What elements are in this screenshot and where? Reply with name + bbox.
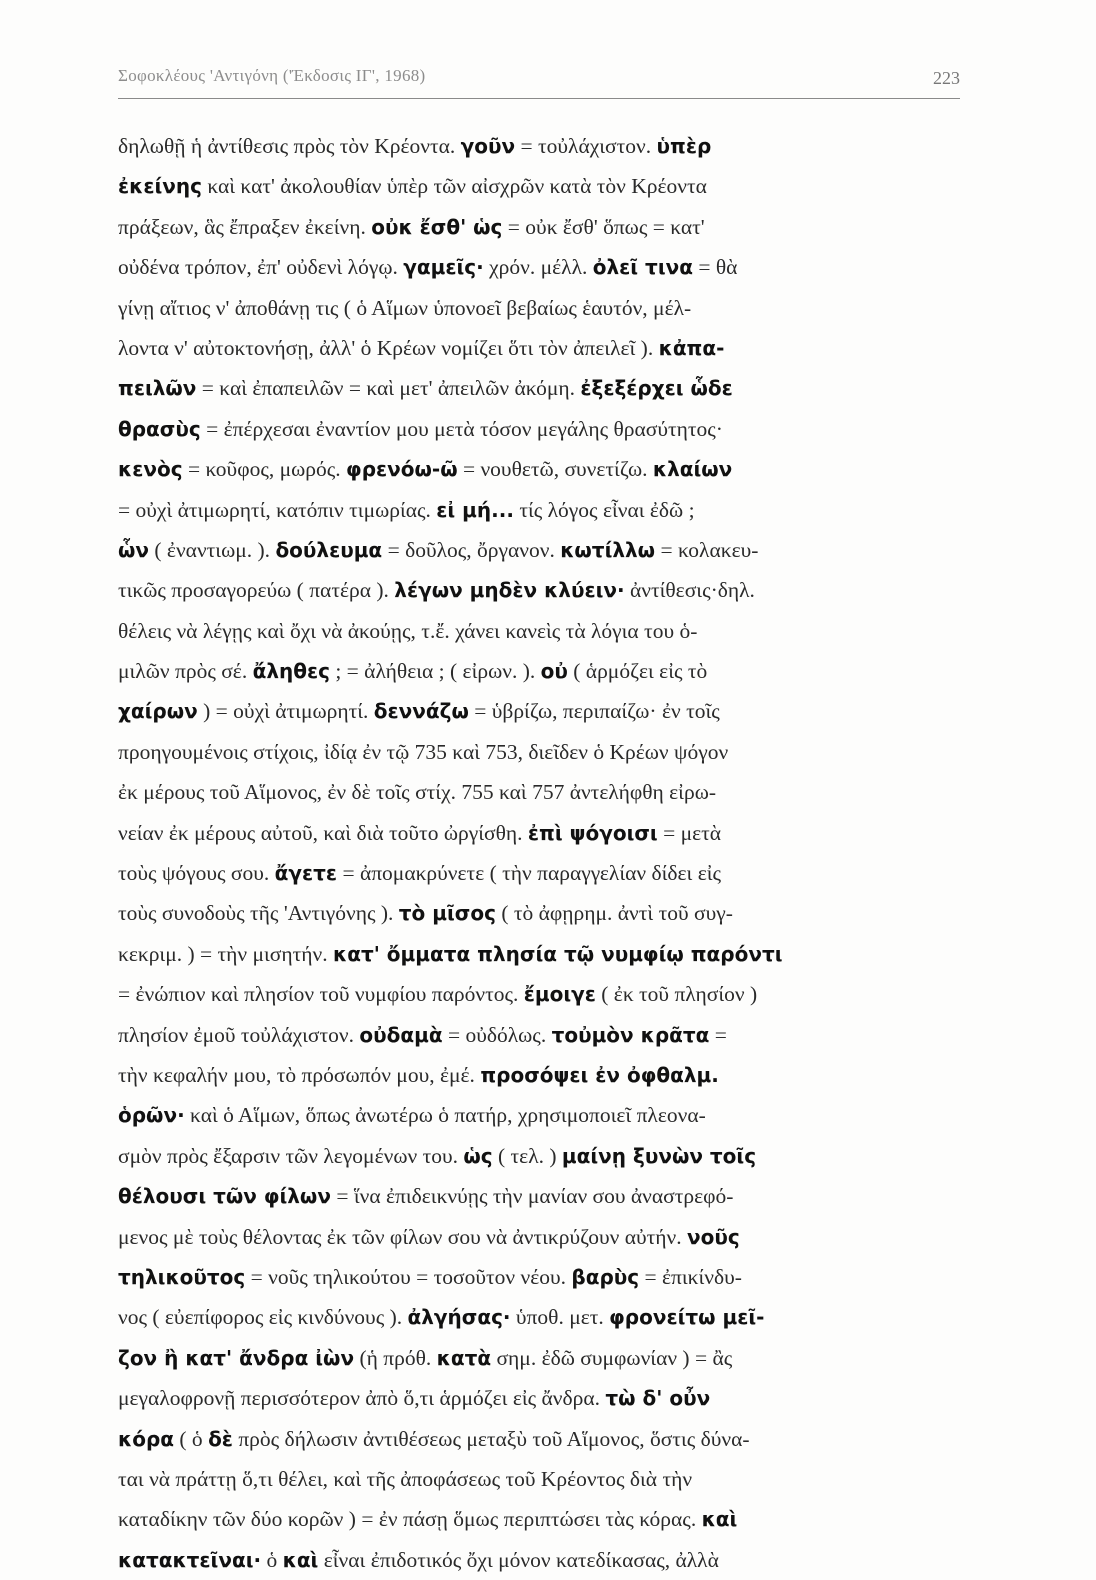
lemma: κενὸς — [118, 457, 183, 482]
gloss: σμὸν πρὸς ἔξαρσιν τῶν λεγομένων του. — [118, 1143, 464, 1168]
gloss: ἐκ μέρους τοῦ Αἵμονος, ἐν δὲ τοῖς στίχ. 755 καὶ 757 ἀντελήφθη εἰρω- — [118, 780, 717, 805]
gloss: κεκριμ. ) = τὴν μισητήν. — [118, 941, 333, 966]
gloss: ὑποθ. μετ. — [510, 1305, 610, 1330]
lemma: κατακτεῖναι· — [118, 1547, 262, 1572]
lemma: οὐ — [540, 659, 568, 684]
lemma: τὸ μῖσος — [398, 901, 496, 926]
lemma: τοὐμὸν κρᾶτα — [551, 1022, 710, 1047]
lemma: ἄληθες — [252, 659, 330, 684]
lemma: προσόψει ἐν ὀφθαλμ. — [480, 1062, 719, 1087]
text-line — [118, 1136, 966, 1176]
gloss: πλησίον ἐμοῦ τοὐλάχιστον. — [118, 1022, 360, 1047]
text-line — [118, 1540, 966, 1580]
gloss: = νουθετῶ, συνετίζω. — [457, 457, 653, 482]
gloss: προηγουμένοις στίχοις, ἰδίᾳ ἐν τῷ 735 καὶ 753, διεῖδεν ὁ Κρέων ψόγον — [118, 739, 729, 764]
text-line — [118, 409, 966, 449]
running-title: Σοφοκλέους 'Αντιγόνη ('Έκδοσις ΙΓ', 1968) — [118, 66, 426, 85]
lemma: θρασὺς — [118, 416, 201, 441]
gloss: καταδίκην τῶν δύο κορῶν ) = ἐν πάσῃ ὅμως περιπτώσει τὰς κόρας. — [118, 1507, 702, 1532]
lemma: ὧν — [118, 537, 150, 562]
lemma: ζον ἢ κατ' ἄνδρα ἰὼν — [118, 1345, 355, 1370]
gloss: μιλῶν πρὸς σέ. — [118, 659, 253, 684]
text-line — [118, 1217, 966, 1257]
lemma: κατ' ὄμματα πλησία τῷ νυμφίῳ παρόντι — [333, 941, 783, 966]
gloss: ( ἐκ τοῦ πλησίον ) — [595, 982, 758, 1007]
lemma: καὶ — [282, 1547, 319, 1572]
gloss: γίνῃ αἴτιος ν' ἀποθάνῃ τις ( ὁ Αἵμων ὑπονοεῖ βεβαίως ἑαυτόν, μέλ- — [118, 295, 692, 320]
text-line — [118, 328, 966, 368]
text-line — [118, 651, 966, 691]
lemma: ὀλεῖ τινα — [592, 255, 693, 280]
lemma: ἐπὶ ψόγοισι — [527, 820, 658, 845]
lemma: ἄγετε — [274, 861, 338, 886]
lemma: ὡς — [463, 1143, 493, 1168]
gloss: ὁ — [261, 1547, 283, 1572]
gloss: = τοὐλάχιστον. — [515, 134, 657, 158]
gloss: (ἡ πρόθ. — [354, 1345, 437, 1370]
gloss: νος ( εὐεπίφορος εἰς κινδύνους ). — [118, 1305, 408, 1330]
lemma: κατὰ — [436, 1345, 492, 1370]
text-line — [118, 732, 966, 772]
text-line — [118, 1499, 966, 1539]
text-line — [118, 530, 966, 570]
gloss: ται νὰ πράττῃ ὅ,τι θέλει, καὶ τῆς ἀποφάσεως τοῦ Κρέοντος διὰ τὴν — [118, 1466, 693, 1491]
page-number: 223 — [933, 68, 960, 88]
lemma: τὼ δ' οὖν — [605, 1386, 711, 1411]
gloss: ἀντίθεσις·δηλ. — [624, 578, 755, 603]
gloss: νείαν ἐκ μέρους αὐτοῦ, καὶ διὰ τοῦτο ὠργίσθη. — [118, 820, 528, 845]
gloss: = δοῦλος, ὄργανον. — [382, 537, 561, 562]
lemma: μαίνῃ ξυνὼν τοῖς — [561, 1143, 757, 1168]
text-line — [118, 1378, 966, 1418]
gloss: = οὐδόλως. — [442, 1022, 552, 1047]
text-line — [118, 691, 966, 731]
lemma: κόρα — [118, 1426, 175, 1451]
text-line — [118, 570, 966, 610]
gloss: εἶναι ἐπιδοτικός ὄχι μόνον κατεδίκασας, ἀλλὰ — [318, 1547, 719, 1572]
text-line — [118, 1176, 966, 1216]
gloss: καὶ κατ' ἀκολουθίαν ὑπὲρ τῶν αἰσχρῶν κατὰ τὸν Κρέοντα — [201, 174, 707, 199]
lemma: φρενόω-ῶ — [346, 457, 458, 482]
text-line — [118, 1419, 966, 1459]
gloss: τίς λόγος εἶναι ἐδῶ ; — [513, 497, 695, 522]
lemma: κλαίων — [652, 457, 733, 482]
gloss: τικῶς προσαγορεύω ( πατέρα ). — [118, 578, 395, 603]
gloss: = ἐπέρχεσαι ἐναντίον μου μετὰ τόσον μεγάλης θρασύτητος· — [200, 416, 723, 441]
text-line — [118, 1095, 966, 1135]
gloss: ( ὁ — [174, 1426, 209, 1451]
gloss: τοὺς ψόγους σου. — [118, 861, 275, 886]
gloss: ( ἐναντιωμ. ). — [149, 537, 276, 562]
text-line — [118, 1257, 966, 1297]
text-line — [118, 288, 966, 328]
gloss: = — [709, 1022, 727, 1047]
text-line — [118, 449, 966, 489]
gloss: δηλωθῇ ἡ ἀντίθεσις πρὸς τὸν Κρέοντα. — [118, 134, 461, 158]
gloss: οὐδένα τρόπον, ἐπ' οὐδενὶ λόγῳ. — [118, 255, 404, 280]
lemma: κωτίλλω — [560, 537, 656, 562]
gloss: = καὶ ἐπαπειλῶν = καὶ μετ' ἀπειλῶν ἀκόμη. — [196, 376, 581, 401]
lemma: πειλῶν — [118, 376, 197, 401]
gloss: μεγαλοφρονῇ περισσότερον ἀπὸ ὅ,τι ἁρμόζει εἰς ἄνδρα. — [118, 1386, 606, 1411]
lemma: ἀλγήσας· — [407, 1305, 511, 1330]
lemma: κἀπα- — [658, 335, 725, 360]
gloss: μενος μὲ τοὺς θέλοντας ἐκ τῶν φίλων σου νὰ ἀντικρύζουν αὐτήν. — [118, 1224, 687, 1249]
gloss: = οὐκ ἔσθ' ὅπως = κατ' — [502, 214, 705, 239]
text-line — [118, 1338, 966, 1378]
gloss: = ἀπομακρύνετε ( τὴν παραγγελίαν δίδει εἰς — [337, 861, 722, 886]
gloss: = ἐπικίνδυ- — [639, 1264, 742, 1289]
gloss: ; = ἀλήθεια ; ( εἰρων. ). — [329, 659, 541, 684]
lemma: ἐξεξέρχει ὧδε — [580, 376, 733, 401]
lemma: νοῦς — [686, 1224, 740, 1249]
gloss: = κολακευ- — [655, 537, 759, 562]
lemma: τηλικοῦτος — [118, 1264, 246, 1289]
gloss: = κοῦφος, μωρός. — [182, 457, 347, 482]
text-line — [118, 490, 966, 530]
gloss: = οὐχὶ ἀτιμωρητί, κατόπιν τιμωρίας. — [118, 497, 437, 522]
gloss: = ὑβρίζω, περιπαίζω· ἐν τοῖς — [468, 699, 720, 724]
lemma: ὁρῶν· — [118, 1103, 185, 1128]
lemma: οὐδαμὰ — [359, 1022, 443, 1047]
gloss: ( τὸ ἀφῃρημ. ἀντὶ τοῦ συγ- — [495, 901, 733, 926]
gloss: ( τελ. ) — [492, 1143, 562, 1168]
gloss: = ἐνώπιον καὶ πλησίον τοῦ νυμφίου παρόντος. — [118, 982, 524, 1007]
lemma: δούλευμα — [275, 537, 383, 562]
text-line — [118, 893, 966, 933]
running-head — [118, 62, 960, 99]
gloss: = θὰ — [692, 255, 738, 280]
text-line — [118, 934, 966, 974]
text-line — [118, 1459, 966, 1499]
gloss: = νοῦς τηλικούτου = τοσοῦτον νέου. — [245, 1264, 572, 1289]
lemma: οὐκ ἔσθ' ὡς — [371, 214, 503, 239]
text-line — [118, 772, 966, 812]
lemma: γοῦν — [460, 134, 516, 158]
lemma: δὲ — [208, 1426, 233, 1451]
text-line — [118, 813, 966, 853]
text-line — [118, 611, 966, 651]
lemma: δεννάζω — [373, 699, 469, 724]
text-line — [118, 974, 966, 1014]
lemma: λέγων μηδὲν κλύειν· — [394, 578, 625, 603]
lemma: ὑπὲρ — [656, 134, 712, 158]
lemma: χαίρων — [118, 699, 198, 724]
gloss: = ἵνα ἐπιδεικνύῃς τὴν μανίαν σου ἀναστρεφό- — [330, 1184, 734, 1209]
gloss: πρὸς δήλωσιν ἀντιθέσεως μεταξὺ τοῦ Αἵμονος, ὅστις δύνα- — [232, 1426, 750, 1451]
gloss: τοὺς συνοδοὺς τῆς 'Αντιγόνης ). — [118, 901, 399, 926]
gloss: ) = οὐχὶ ἀτιμωρητί. — [197, 699, 374, 724]
gloss: τὴν κεφαλήν μου, τὸ πρόσωπόν μου, ἐμέ. — [118, 1062, 481, 1087]
lemma: καὶ — [701, 1507, 738, 1532]
lemma: θέλουσι τῶν φίλων — [118, 1184, 331, 1209]
text-line — [118, 126, 966, 166]
gloss: χρόν. μέλλ. — [483, 255, 593, 280]
lemma: φρονείτω μεῖ- — [609, 1305, 765, 1330]
text-line — [118, 368, 966, 408]
gloss: θέλεις νὰ λέγῃς καὶ ὄχι νὰ ἀκούῃς, τ.ἔ. χάνει κανεὶς τὰ λόγια του ὁ- — [118, 618, 698, 643]
text-line — [118, 247, 966, 287]
text-line — [118, 1015, 966, 1055]
text-line — [118, 1297, 966, 1337]
commentary-text — [118, 126, 966, 1580]
lemma: βαρὺς — [571, 1264, 640, 1289]
text-line — [118, 1055, 966, 1095]
gloss: πράξεων, ἃς ἔπραξεν ἐκείνη. — [118, 214, 372, 239]
gloss: σημ. ἐδῶ συμφωνίαν ) = ἂς — [491, 1345, 733, 1370]
gloss: ( ἁρμόζει εἰς τὸ — [567, 659, 708, 684]
text-line — [118, 853, 966, 893]
text-line — [118, 207, 966, 247]
text-line — [118, 166, 966, 206]
lemma: ἐκείνης — [118, 174, 202, 199]
gloss: = μετὰ — [657, 820, 722, 845]
lemma: γαμεῖς· — [403, 255, 484, 280]
gloss: καὶ ὁ Αἵμων, ὅπως ἀνωτέρω ὁ πατήρ, χρησιμοποιεῖ πλεονα- — [184, 1103, 706, 1128]
lemma: εἰ μή... — [436, 497, 514, 522]
lemma: ἔμοιγε — [523, 982, 596, 1007]
gloss: λοντα ν' αὐτοκτονήσῃ, ἀλλ' ὁ Κρέων νομίζει ὅτι τὸν ἀπειλεῖ ). — [118, 335, 659, 360]
